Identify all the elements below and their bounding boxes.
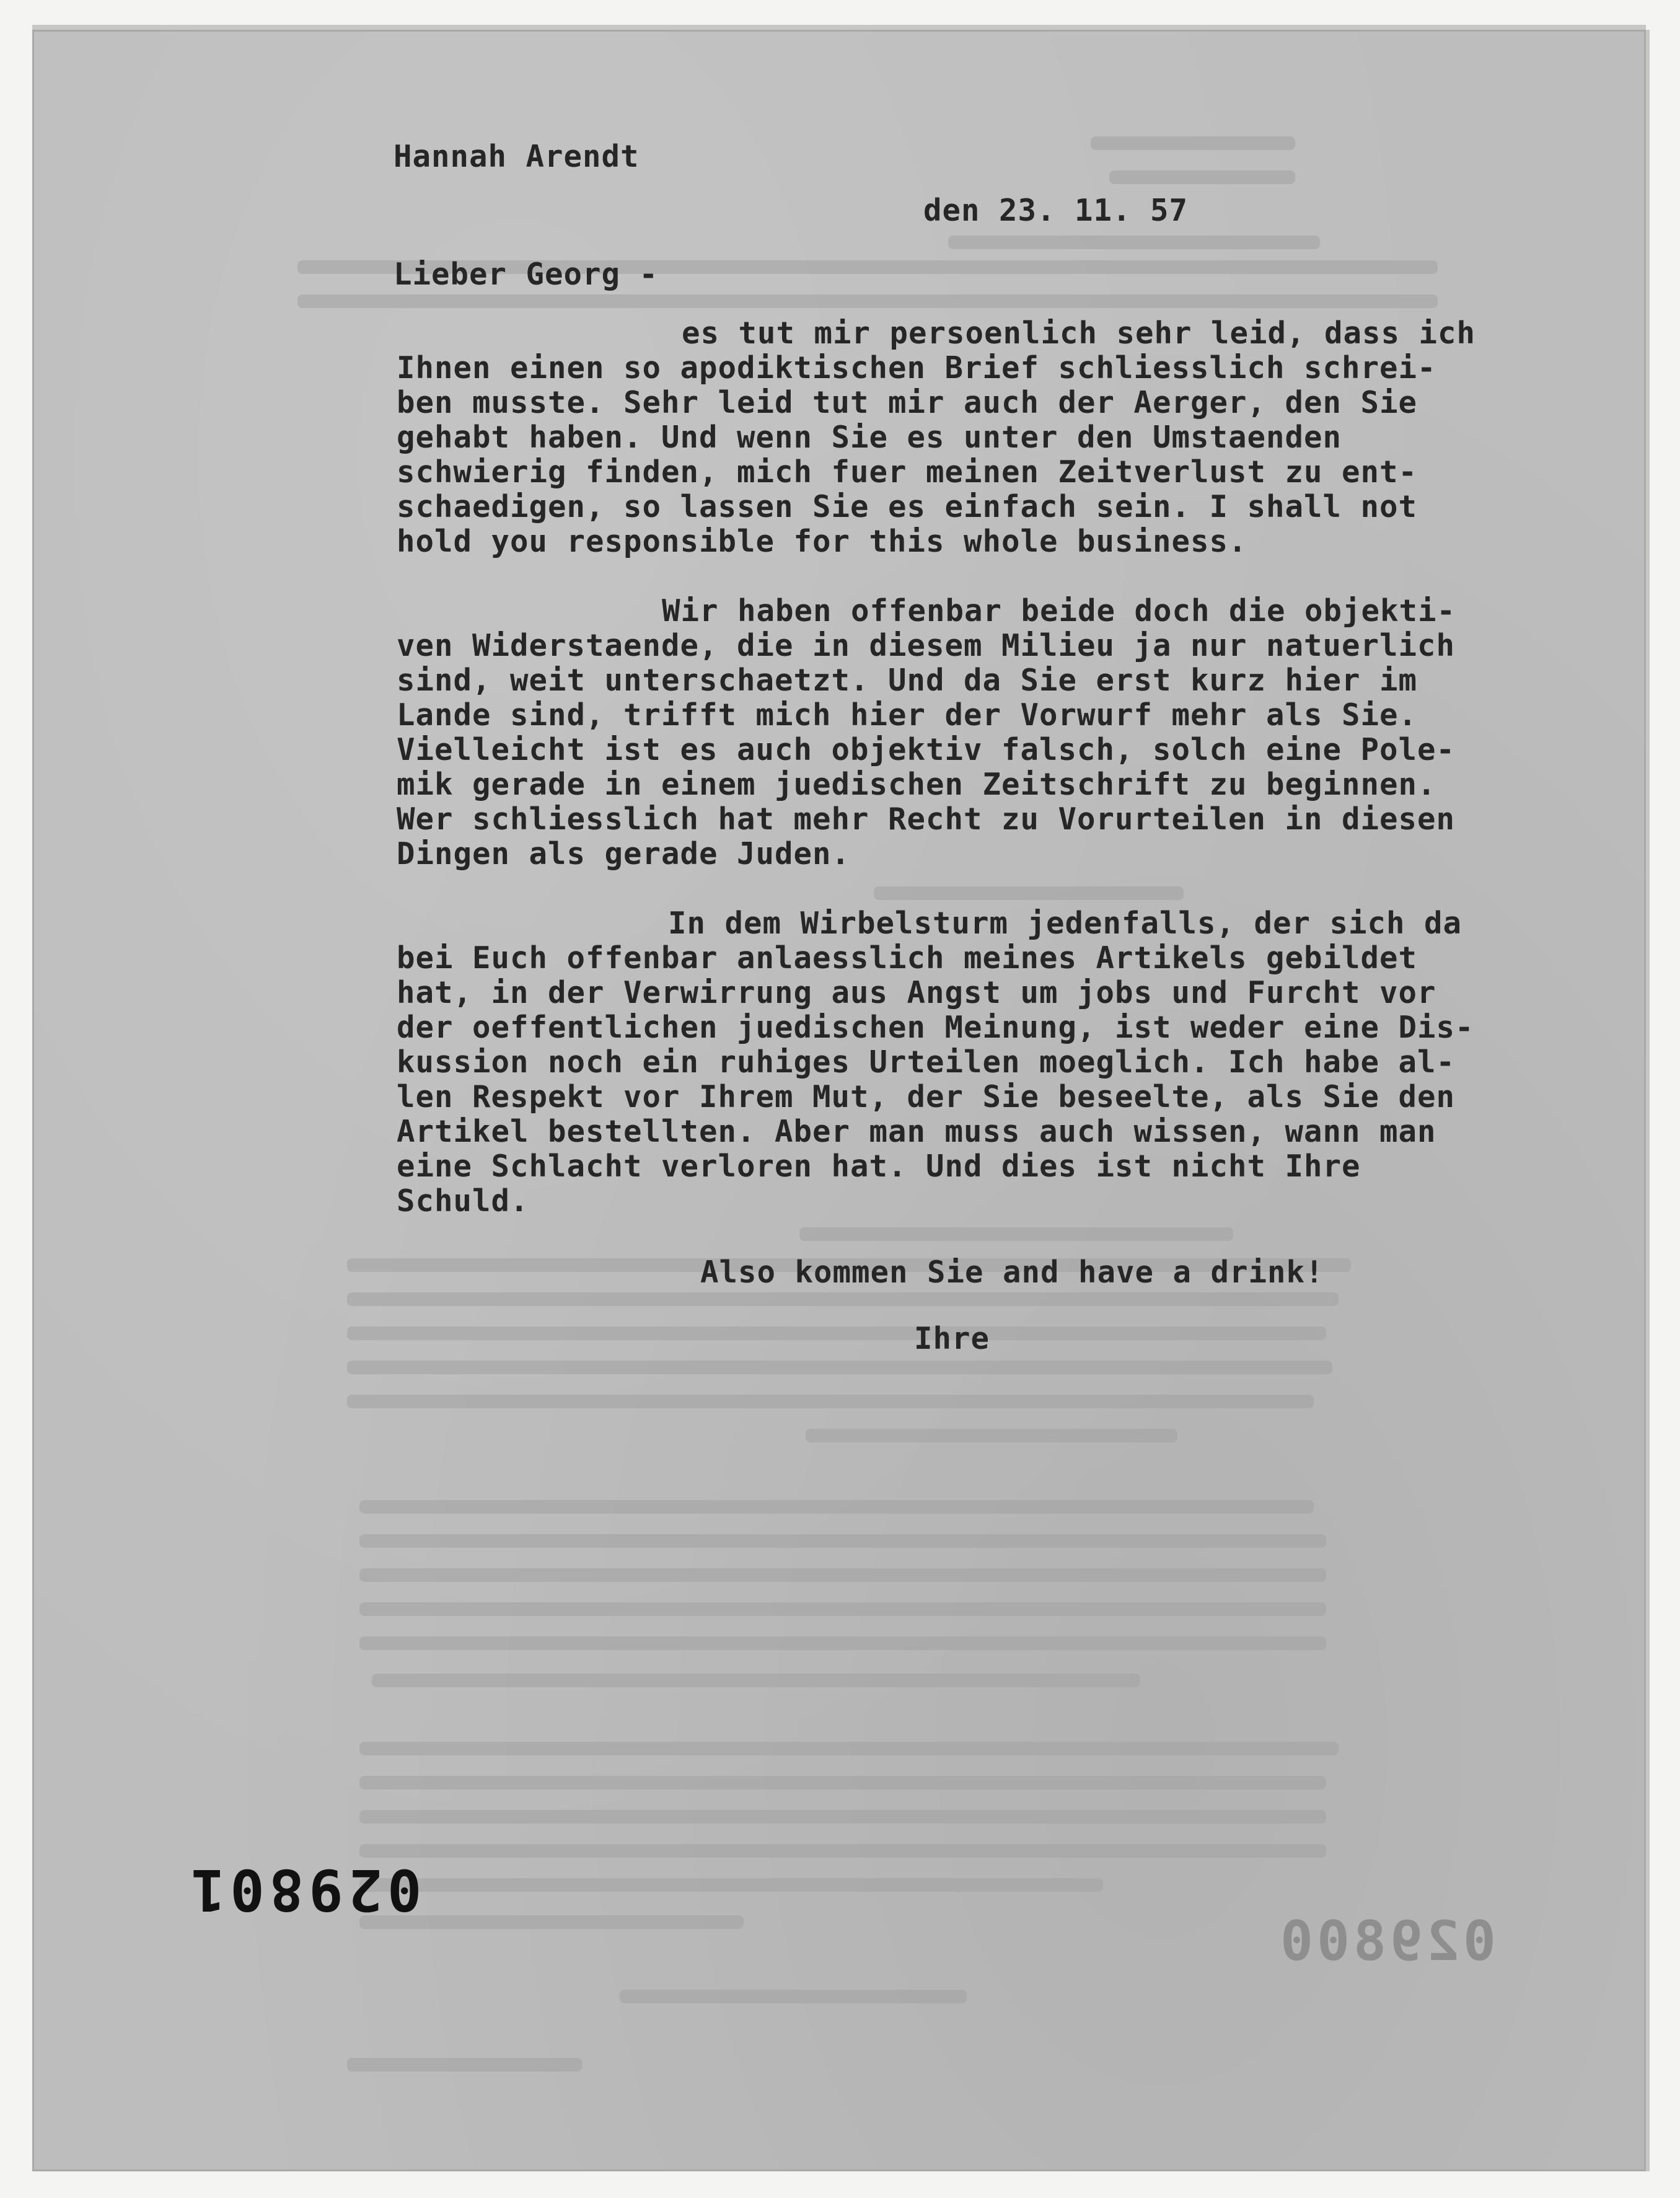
text-line: bei Euch offenbar anlaesslich meines Artikels gebildet: [397, 940, 1418, 976]
text-line: Wir haben offenbar beide doch die objekti-: [662, 593, 1456, 629]
bleed-through-mark: [359, 1534, 1326, 1548]
text-line: Vielleicht ist es auch objektiv falsch, solch eine Pole-: [397, 732, 1456, 767]
bleed-through-mark: [359, 1810, 1326, 1824]
closing-line: Also kommen Sie and have a drink!: [700, 1255, 1324, 1290]
text-line: hold you responsible for this whole business.: [397, 524, 1247, 559]
bleed-through-mark: [297, 294, 1438, 308]
bleed-through-mark: [347, 1361, 1332, 1374]
bleed-through-mark: [1109, 170, 1295, 184]
text-line: hat, in der Verwirrung aus Angst um jobs und Furcht vor: [397, 975, 1436, 1010]
text-line: Ihnen einen so apodiktischen Brief schliesslich schrei-: [397, 350, 1436, 386]
text-line: gehabt haben. Und wenn Sie es unter den Umstaenden: [397, 420, 1342, 455]
text-line: ben musste. Sehr leid tut mir auch der Aerger, den Sie: [397, 385, 1418, 420]
letter-date: den 23. 11. 57: [923, 193, 1189, 228]
text-line: es tut mir persoenlich sehr leid, dass ich: [682, 316, 1476, 351]
text-line: Schuld.: [397, 1183, 529, 1219]
bleed-through-mark: [347, 1395, 1314, 1408]
text-line: ven Widerstaende, die in diesem Milieu ja nur natuerlich: [397, 628, 1456, 663]
bleed-through-mark: [347, 1326, 1326, 1340]
bleed-through-mark: [359, 1844, 1326, 1858]
text-line: Artikel bestellten. Aber man muss auch wissen, wann man: [397, 1114, 1436, 1149]
text-line: schwierig finden, mich fuer meinen Zeitverlust zu ent-: [397, 454, 1418, 490]
bleed-through-mark: [1091, 136, 1295, 150]
text-line: Dingen als gerade Juden.: [397, 836, 851, 872]
sender-name: Hannah Arendt: [394, 139, 640, 174]
sign-off: Ihre: [914, 1321, 990, 1356]
bleed-through-mark: [948, 236, 1320, 249]
bleed-through-mark: [359, 1602, 1326, 1616]
bleed-through-mark: [620, 1990, 967, 2003]
bleed-through-mark: [372, 1674, 1140, 1687]
bleed-through-mark: [359, 1500, 1314, 1514]
text-line: Lande sind, trifft mich hier der Vorwurf mehr als Sie.: [397, 697, 1418, 733]
archive-number-bleed-through: 029800: [1277, 1909, 1496, 1973]
text-line: eine Schlacht verloren hat. Und dies ist nicht Ihre: [397, 1149, 1361, 1184]
bleed-through-mark: [874, 886, 1184, 900]
text-line: schaedigen, so lassen Sie es einfach sein. I shall not: [397, 489, 1418, 524]
archive-number-stamp: 029801: [186, 1856, 422, 1923]
bleed-through-mark: [359, 1742, 1339, 1755]
bleed-through-mark: [359, 1878, 1103, 1892]
text-line: sind, weit unterschaetzt. Und da Sie erst kurz hier im: [397, 663, 1418, 698]
text-line: len Respekt vor Ihrem Mut, der Sie beseelte, als Sie den: [397, 1079, 1456, 1114]
salutation: Lieber Georg -: [394, 257, 659, 292]
bleed-through-mark: [799, 1227, 1233, 1241]
text-line: mik gerade in einem juedischen Zeitschrift zu beginnen.: [397, 767, 1436, 802]
bleed-through-mark: [359, 1568, 1326, 1582]
text-line: Wer schliesslich hat mehr Recht zu Vorurteilen in diesen: [397, 801, 1456, 837]
bleed-through-mark: [359, 1636, 1326, 1650]
text-line: In dem Wirbelsturm jedenfalls, der sich da: [668, 906, 1462, 941]
bleed-through-mark: [806, 1429, 1177, 1442]
bleed-through-mark: [359, 1776, 1326, 1790]
bleed-through-mark: [347, 2058, 583, 2072]
text-line: kussion noch ein ruhiges Urteilen moeglich. Ich habe al-: [397, 1044, 1456, 1080]
bleed-through-mark: [347, 1292, 1339, 1306]
text-line: der oeffentlichen juedischen Meinung, ist weder eine Dis-: [397, 1010, 1474, 1045]
